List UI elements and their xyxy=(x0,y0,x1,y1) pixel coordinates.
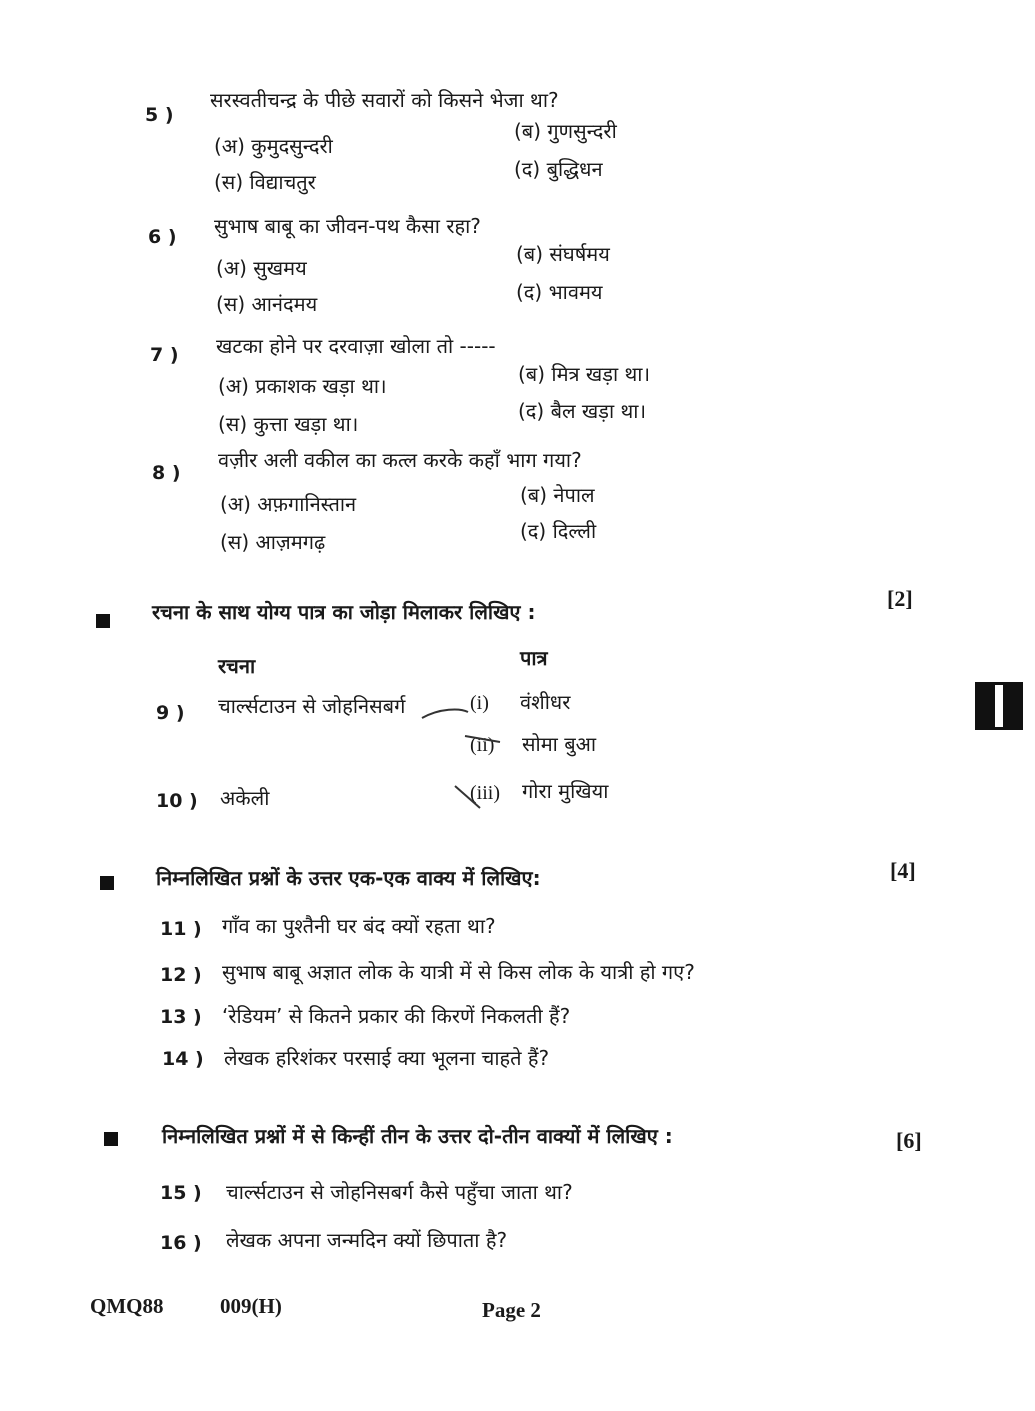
question-text: सुभाष बाबू का जीवन-पथ कैसा रहा? xyxy=(214,214,481,238)
marks-badge: [6] xyxy=(896,1128,922,1153)
option-d: (द) बैल खड़ा था। xyxy=(518,399,647,423)
pen-marks xyxy=(410,690,520,820)
column-header-patra: पात्र xyxy=(520,646,548,670)
column-header-rachna: रचना xyxy=(218,654,256,678)
question-text: वज़ीर अली वकील का कत्ल करके कहाँ भाग गया? xyxy=(218,448,582,472)
section-bullet xyxy=(100,876,114,890)
question-number: 7 ) xyxy=(150,344,179,366)
match-option: सोमा बुआ xyxy=(522,732,597,756)
question-number: 13 ) xyxy=(160,1006,202,1028)
question-number: 16 ) xyxy=(160,1232,202,1254)
match-option: वंशीधर xyxy=(520,690,571,714)
option-b: (ब) नेपाल xyxy=(520,483,595,507)
option-c: (स) आनंदमय xyxy=(216,292,318,316)
question-text: खटका होने पर दरवाज़ा खोला तो ----- xyxy=(216,334,496,358)
section-title-one-line: निम्नलिखित प्रश्नों के उत्तर एक-एक वाक्य में लिखिए: xyxy=(156,866,541,890)
question-text: लेखक अपना जन्मदिन क्यों छिपाता है? xyxy=(226,1228,508,1252)
section-title-match: रचना के साथ योग्य पात्र का जोड़ा मिलाकर लिखिए : xyxy=(152,600,536,624)
question-text: सरस्वतीचन्द्र के पीछे सवारों को किसने भेजा था? xyxy=(210,88,559,112)
option-b: (ब) मित्र खड़ा था। xyxy=(518,362,651,386)
subject-code: 009(H) xyxy=(220,1294,282,1318)
question-text: गाँव का पुश्तैनी घर बंद क्यों रहता था? xyxy=(222,914,496,938)
match-option-label: (ii) xyxy=(470,734,495,756)
match-option: गोरा मुखिया xyxy=(522,779,609,803)
paper-code: QMQ88 xyxy=(90,1294,164,1318)
question-text: ‘रेडियम’ से कितने प्रकार की किरणें निकलती हैं? xyxy=(222,1004,571,1028)
page-number: Page 2 xyxy=(482,1298,541,1322)
option-b: (ब) गुणसुन्दरी xyxy=(514,119,617,143)
option-a: (अ) कुमुदसुन्दरी xyxy=(214,134,333,158)
option-b: (ब) संघर्षमय xyxy=(516,242,610,266)
question-number: 14 ) xyxy=(162,1048,204,1070)
match-option-label: (iii) xyxy=(470,782,500,804)
question-number: 9 ) xyxy=(156,702,185,724)
question-number: 6 ) xyxy=(148,226,177,248)
option-d: (द) बुद्धिधन xyxy=(514,157,603,181)
section-bullet xyxy=(96,614,110,628)
option-c: (स) कुत्ता खड़ा था। xyxy=(218,412,359,436)
question-number: 12 ) xyxy=(160,964,202,986)
option-c: (स) विद्याचतुर xyxy=(214,170,316,194)
question-number: 8 ) xyxy=(152,462,181,484)
question-text: चार्ल्सटाउन से जोहनिसबर्ग कैसे पहुँचा जाता था? xyxy=(226,1180,573,1204)
question-number: 11 ) xyxy=(160,918,202,940)
marks-badge: [4] xyxy=(890,858,916,883)
question-number: 10 ) xyxy=(156,790,198,812)
question-text: लेखक हरिशंकर परसाई क्या भूलना चाहते हैं? xyxy=(224,1046,550,1070)
section-bullet xyxy=(104,1132,118,1146)
qr-code-image xyxy=(975,682,1023,730)
option-d: (द) भावमय xyxy=(516,280,603,304)
question-number: 15 ) xyxy=(160,1182,202,1204)
match-item: चार्ल्सटाउन से जोहनिसबर्ग xyxy=(218,694,406,718)
marks-badge: [2] xyxy=(887,586,913,611)
option-d: (द) दिल्ली xyxy=(520,519,597,543)
option-a: (अ) प्रकाशक खड़ा था। xyxy=(218,374,387,398)
question-number: 5 ) xyxy=(145,104,174,126)
option-a: (अ) सुखमय xyxy=(216,256,307,280)
match-item: अकेली xyxy=(220,786,270,810)
question-text: सुभाष बाबू अज्ञात लोक के यात्री में से किस लोक के यात्री हो गए? xyxy=(222,960,695,984)
option-c: (स) आज़मगढ़ xyxy=(220,530,326,554)
section-title-two-three: निम्नलिखित प्रश्नों में से किन्हीं तीन के उत्तर दो-तीन वाक्यों में लिखिए : xyxy=(162,1124,673,1148)
match-option-label: (i) xyxy=(470,692,489,714)
option-a: (अ) अफ़गानिस्तान xyxy=(220,492,357,516)
